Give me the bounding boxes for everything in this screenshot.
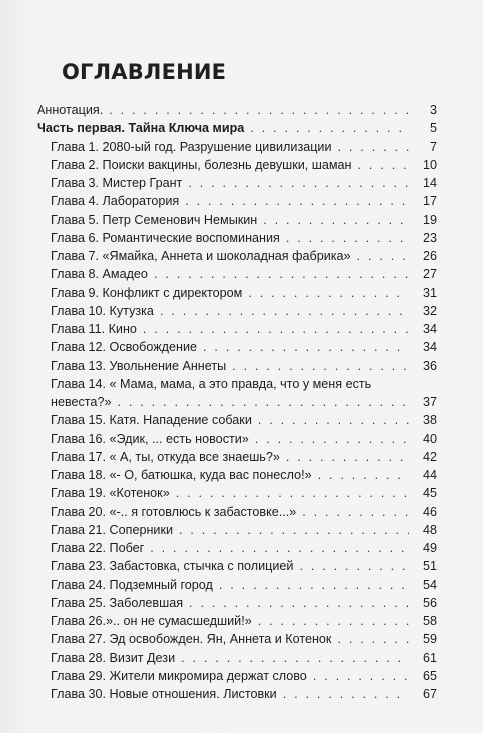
toc-entry — [37, 667, 437, 685]
dot-leader — [337, 630, 409, 648]
toc-entry — [37, 630, 437, 648]
toc-entry-page-number: 27 — [422, 267, 437, 282]
dot-leader — [248, 284, 409, 302]
dot-leader — [258, 612, 409, 630]
dot-leader — [185, 192, 409, 210]
toc-entry-title: Глава 5. Петр Семенович Немыкин — [51, 212, 258, 227]
toc-entry-page-number: 23 — [422, 230, 437, 245]
toc-entry-title: Глава 3. Мистер Грант — [51, 176, 183, 190]
dot-leader — [358, 156, 409, 174]
toc-entry-title: Глава 8. Амадео — [51, 267, 148, 282]
toc-entry-page-number: 17 — [422, 194, 437, 209]
toc-entry-title: Глава 19. «Котенок» — [51, 486, 170, 501]
toc-entry-title: Глава 7. «Ямайка, Аннета и шоколадная фабрика» — [51, 249, 351, 263]
toc-entry-title: Глава 21. Соперники — [51, 522, 173, 537]
toc-entry-title: Глава 26.».. он не сумасшедший!» — [51, 614, 252, 628]
toc-entry — [37, 174, 437, 192]
dot-leader — [318, 466, 409, 484]
toc-entry-title: Глава 11. Кино — [51, 322, 137, 336]
toc-entry — [37, 521, 437, 539]
dot-leader — [283, 685, 409, 703]
dot-leader — [176, 484, 409, 502]
toc-entry-title: Аннотация. — [37, 103, 104, 117]
toc-entry — [37, 393, 437, 411]
toc-entry-page-number: 45 — [422, 486, 437, 501]
dot-leader — [258, 411, 409, 429]
toc-entry-title: Глава 27. Эд освобожден. Ян, Аннета и Котенок — [51, 632, 332, 647]
toc-entry-page-number: 34 — [422, 340, 437, 355]
toc-entry-page-number: 26 — [422, 249, 437, 263]
toc-entry-page-number: 7 — [429, 139, 437, 154]
dot-leader — [143, 320, 409, 338]
toc-entry-title: Глава 23. Забастовка, стычка с полицией — [51, 559, 294, 574]
toc-entry-title: Глава 24. Подземный город — [51, 577, 213, 592]
toc-entry — [37, 448, 437, 466]
toc-entry-page-number: 37 — [422, 395, 437, 409]
toc-entry — [37, 557, 437, 575]
toc-entry-title: Глава 14. « Мама, мама, а это правда, что у меня есть — [51, 376, 372, 391]
toc-entry — [37, 594, 437, 612]
toc-entry-title: Глава 15. Катя. Нападение собаки — [51, 413, 252, 428]
toc-entry-title: Глава 9. Конфликт с директором — [51, 285, 243, 300]
toc-entry-page-number: 58 — [422, 614, 437, 628]
toc-entry — [37, 576, 437, 594]
toc-entry-title: Глава 10. Кутузка — [51, 303, 154, 318]
toc-entry-page-number: 32 — [422, 303, 437, 318]
toc-entry — [37, 265, 437, 283]
toc-entry — [37, 338, 437, 356]
toc-entry — [37, 229, 437, 247]
dot-leader — [188, 174, 409, 192]
dot-leader — [219, 576, 409, 594]
toc-entry-title: Глава 30. Новые отношения. Листовки — [51, 687, 277, 701]
toc-entry-page-number: 36 — [422, 358, 437, 373]
toc-entry-title: Глава 17. « А, ты, откуда все знаешь?» — [51, 449, 280, 464]
dot-leader — [302, 503, 409, 521]
toc-entry-page-number: 51 — [422, 559, 437, 574]
toc-entry-page-number: 56 — [422, 595, 437, 610]
toc-entry — [37, 101, 437, 119]
toc-entry — [37, 284, 437, 302]
dot-leader — [117, 393, 409, 411]
dot-leader — [160, 302, 409, 320]
toc-entry-page-number: 46 — [422, 504, 437, 519]
dot-leader — [181, 649, 409, 667]
toc-entry-title: Часть первая. Тайна Ключа мира — [37, 121, 245, 136]
dot-leader — [150, 539, 409, 557]
toc-entry-title: Глава 12. Освобождение — [51, 340, 198, 355]
dot-leader — [189, 594, 409, 612]
dot-leader — [286, 448, 409, 466]
toc-entry-title: невеста?» — [51, 395, 112, 409]
dot-leader — [109, 101, 409, 119]
dot-leader — [154, 265, 409, 283]
toc-entry — [37, 138, 437, 156]
dot-leader — [179, 521, 409, 539]
toc-entry-title: Глава 13. Увольнение Аннеты — [51, 358, 227, 373]
toc-entry-title: Глава 16. «Эдик, ... есть новости» — [51, 431, 249, 446]
toc-entry-page-number: 44 — [422, 468, 437, 482]
toc-entry-page-number: 19 — [422, 212, 437, 227]
toc-entry-title: Глава 28. Визит Дези — [51, 650, 176, 665]
toc-entry-page-number: 10 — [422, 157, 437, 172]
dot-leader — [263, 211, 409, 229]
toc-entry-title: Глава 25. Заболевшая — [51, 595, 184, 610]
toc-entry-title: Глава 18. «- О, батюшка, куда вас понесло!» — [51, 468, 312, 482]
dot-leader — [255, 430, 409, 448]
toc-entry — [37, 302, 437, 320]
toc-entry-page-number: 5 — [429, 121, 437, 136]
toc-entry — [37, 411, 437, 429]
toc-entry — [37, 247, 437, 265]
toc-entry-page-number: 42 — [422, 449, 437, 464]
toc-entry-title: Глава 29. Жители микромира держат слово — [51, 668, 307, 683]
toc-entry — [37, 119, 437, 137]
toc-entry — [37, 649, 437, 667]
dot-leader — [250, 119, 409, 137]
toc-entry-page-number: 34 — [422, 322, 437, 336]
toc-entry-page-number: 14 — [422, 176, 437, 190]
toc-entry — [37, 503, 437, 521]
toc-entry — [37, 357, 437, 375]
toc-entry-page-number: 61 — [422, 650, 437, 665]
toc-entry-page-number: 38 — [422, 413, 437, 428]
toc-entry-title: Глава 22. Побег — [51, 541, 145, 555]
toc-entry-title: Глава 20. «-.. я готовлюсь к забастовке...» — [51, 504, 297, 519]
toc-entry-page-number: 48 — [422, 522, 437, 537]
toc-entry-title: Глава 6. Романтические воспоминания — [51, 230, 280, 245]
toc-entry-page-number: 65 — [422, 668, 437, 683]
toc-entry — [37, 484, 437, 502]
toc-entry — [37, 192, 437, 210]
toc-entry — [37, 539, 437, 557]
toc-entry-page-number: 54 — [422, 577, 437, 592]
toc-entry-page-number: 31 — [422, 285, 437, 300]
toc-entry — [37, 430, 437, 448]
toc-entry-page-number: 67 — [422, 687, 437, 701]
dot-leader — [203, 338, 409, 356]
toc-entry-page-number: 3 — [429, 103, 437, 117]
dot-leader — [357, 247, 409, 265]
toc-entry-page-number: 40 — [422, 431, 437, 446]
toc-entry-page-number: 49 — [422, 541, 437, 555]
dot-leader — [299, 557, 409, 575]
toc-entry — [37, 612, 437, 630]
dot-leader — [232, 357, 409, 375]
page-title: ОГЛАВЛЕНИЕ — [62, 60, 227, 84]
toc-entry-page-number: 59 — [422, 632, 437, 647]
dot-leader — [286, 229, 409, 247]
dot-leader — [338, 138, 410, 156]
toc-entry — [37, 320, 437, 338]
toc-entry-title: Глава 4. Лаборатория — [51, 194, 180, 209]
toc-entry-title: Глава 1. 2080-ый год. Разрушение цивилизации — [51, 139, 332, 154]
dot-leader — [313, 667, 409, 685]
toc-entry-title: Глава 2. Поиски вакцины, болезнь девушки, шаман — [51, 157, 352, 172]
toc-entry — [37, 685, 437, 703]
toc-entry — [37, 156, 437, 174]
toc-entry — [37, 466, 437, 484]
table-of-contents — [37, 101, 437, 703]
toc-entry — [37, 375, 437, 393]
toc-entry — [37, 211, 437, 229]
